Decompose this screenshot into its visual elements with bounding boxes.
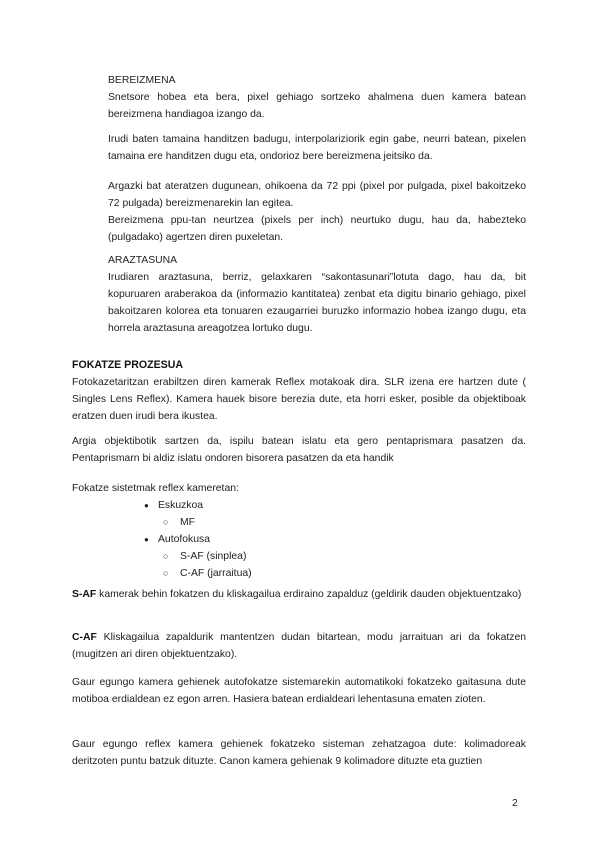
bullet-filled-icon: ● (144, 535, 149, 544)
resolution-section (108, 72, 526, 123)
list-item-auto (72, 531, 526, 548)
caf-term: C-AF (72, 632, 97, 643)
focus-heading: FOKATZE PROZESUA (72, 359, 184, 371)
list-subitem-label: MF (180, 517, 196, 528)
list-subitem-label: S-AF (sinplea) (180, 551, 247, 562)
bullet-hollow-icon: ○ (163, 517, 169, 527)
list-subitem-saf (72, 548, 526, 565)
bullet-filled-icon: ● (144, 501, 149, 510)
list-item-label: Autofokusa (158, 534, 210, 545)
list-subitem-mf (72, 514, 526, 531)
sharpness-title: ARAZTASUNA (108, 255, 178, 266)
bullet-hollow-icon: ○ (163, 551, 169, 561)
focus-paragraph-2: Argia objektibotik sartzen da, ispilu batean islatu eta gero pentaprismara pasatzen da. Pentaprismarn bi aldiz islatu ondoren bisorera pasatzen da eta handik (72, 436, 526, 464)
resolution-title: BEREIZMENA (108, 75, 176, 86)
caf-text: Kliskagailua zapaldurik mantentzen dudan bitartean, modu jarraituan ari da fokatzen (mugitzen ari diren objektuentzako). (72, 632, 526, 660)
saf-text: kamerak behin fokatzen du kliskagailua erdiraino zapalduz (geldirik dauden objektuentzako) (96, 589, 522, 600)
list-item-label: Eskuzkoa (158, 500, 204, 511)
focus-paragraph-2-block (72, 433, 526, 467)
page-number: 2 (512, 798, 518, 809)
resolution-paragraph-2: Irudi baten tamaina handitzen badugu, interpolariziorik egin gabe, neurri batean, pixelen tamaina ere handitzen dugu eta, ondorioz bere bereizmena jeitsiko da. (108, 134, 526, 162)
saf-term: S-AF (72, 589, 97, 600)
focus-paragraph-1: Fotokazetaritzan erabiltzen diren kamerak Reflex motakoak dira. SLR izena ere hartzen dute ( Singles Lens Reflex). Kamera hauek bisore berezia dute, eta horri esker, posible da objektiboak eratzen duen irudi bera ikustea. (72, 377, 526, 422)
sharpness-paragraph: Irudiaren araztasuna, berriz, gelaxkaren “sakontasunari”lotuta dago, hau da, bit kopuruaren araberakoa da (informazio kantitatea) zenbat eta digitu binario gehiago, pixel bakoitzaren kolorea eta tonuaren ezaugarriei buruzko informazio hobea izango dugu, eta horrela araztasuna areagotzea lortuko dugu. (108, 272, 526, 334)
resolution-paragraph-3-block (108, 178, 526, 246)
focus-paragraph-4-block (72, 736, 526, 770)
focus-paragraph-3-block (72, 674, 526, 708)
resolution-paragraph-3: Argazki bat ateratzen dugunean, ohikoena da 72 ppi (pixel por pulgada, pixel bakoitzeko 72 pulgada) bereizmenarekin lan egitea. (108, 181, 526, 209)
sharpness-section (108, 252, 526, 337)
focus-systems-list (72, 497, 526, 582)
list-subitem-caf (72, 565, 526, 582)
focus-section-intro (72, 357, 526, 425)
focus-paragraph-4: Gaur egungo reflex kamera gehienek fokatzeko sisteman zehatzagoa dute: kolimadoreak deritzoten puntu batzuk dituzte. Canon kamera gehienak 9 kolimadore dituzte eta guztien (72, 739, 526, 767)
saf-paragraph (72, 586, 526, 603)
resolution-paragraph-1: Snetsore hobea eta bera, pixel gehiago sortzeko ahalmena duen kamera batean bereizmena handiagoa izango da. (108, 92, 526, 120)
resolution-paragraph-4: Bereizmena ppu-tan neurtzea (pixels per inch) neurtuko dugu, hau da, habezteko (pulgadako) agertzen diren puxeletan. (108, 215, 526, 243)
list-item-manual (72, 497, 526, 514)
resolution-paragraph-2-block (108, 131, 526, 165)
focus-paragraph-3: Gaur egungo kamera gehienek autofokatze sistemarekin automatikoki fokatzeko gaitasuna dute motiboa erdialdean ez egon arren. Hasiera batean erdialdeari lehentasuna ematen zioten. (72, 677, 526, 705)
bullet-hollow-icon: ○ (163, 568, 169, 578)
caf-paragraph (72, 629, 526, 663)
focus-list-intro: Fokatze sistetmak reflex kameretan: (72, 483, 239, 494)
focus-list-intro-block (72, 480, 526, 497)
list-subitem-label: C-AF (jarraitua) (180, 568, 252, 579)
